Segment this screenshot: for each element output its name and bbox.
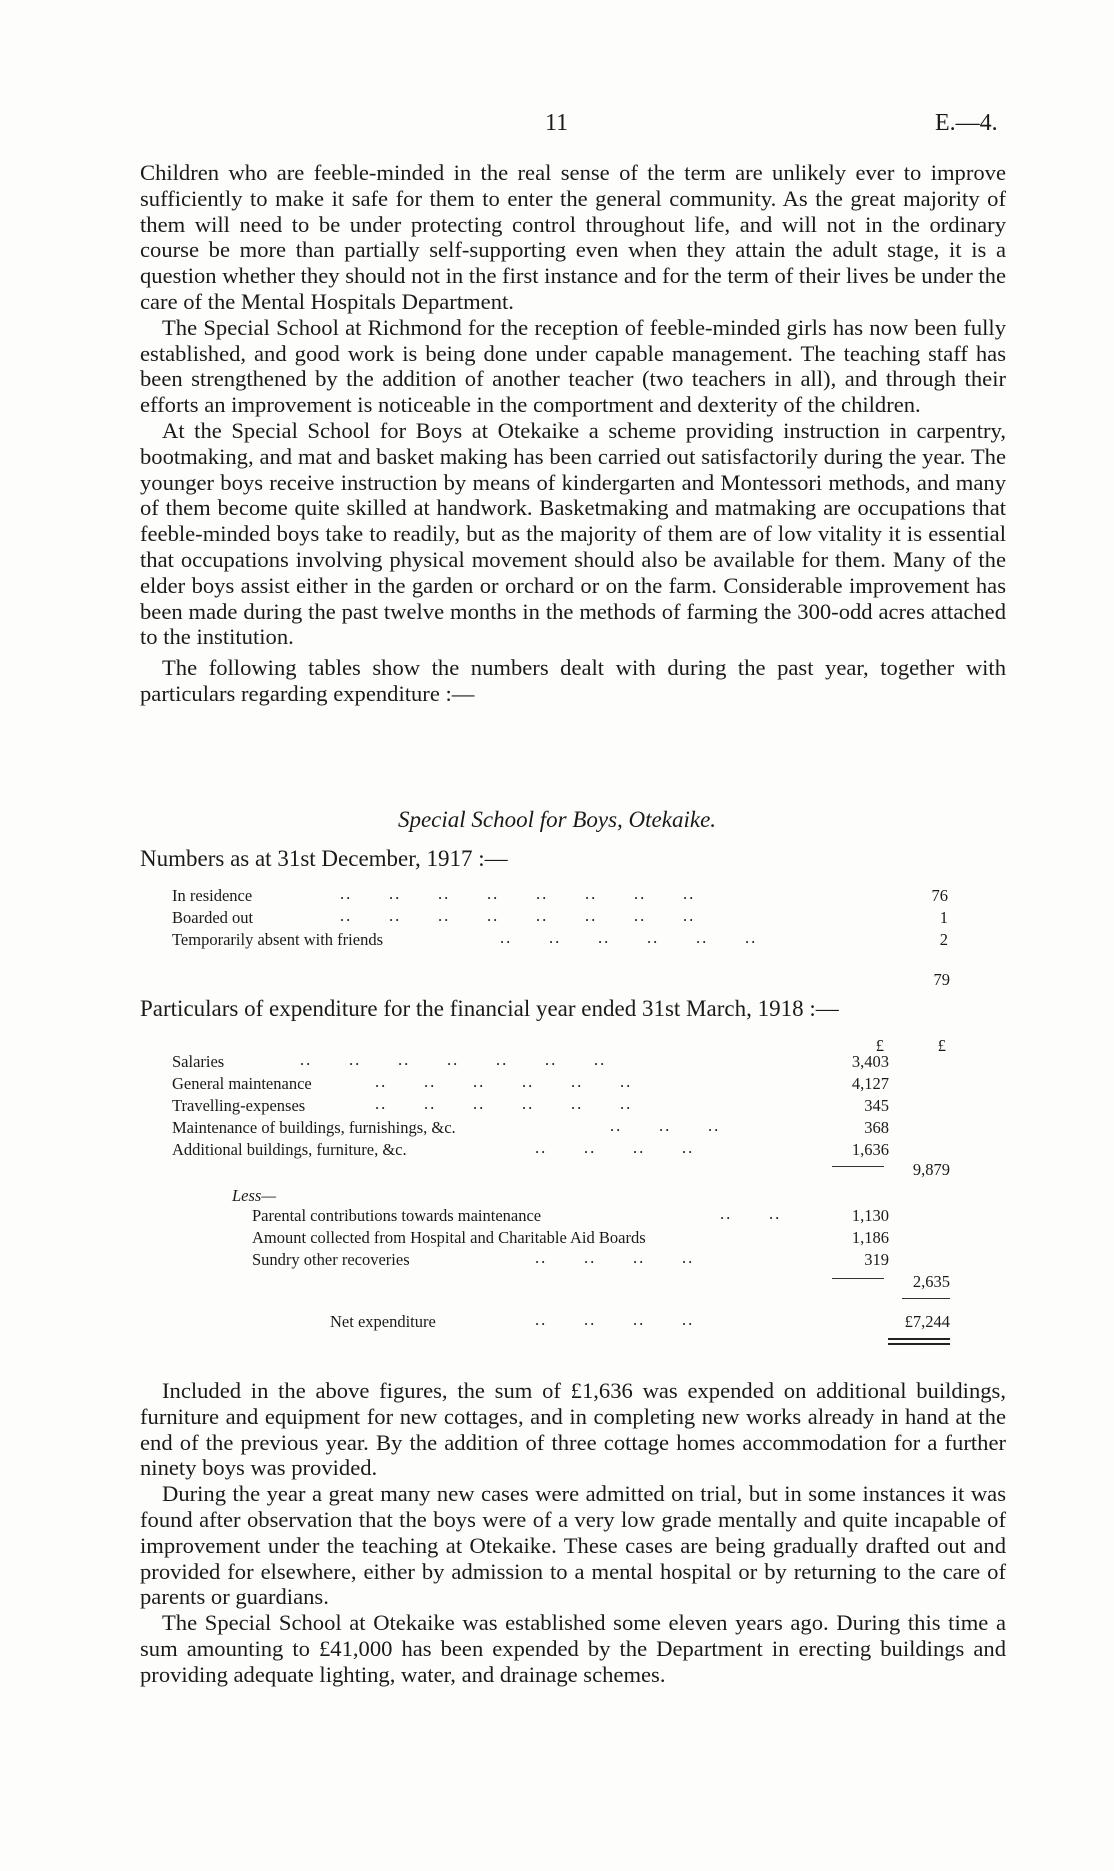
- expenditure-row-value: 368: [864, 1118, 889, 1137]
- leader-dots: .. .. ..: [610, 1116, 721, 1135]
- paragraph: The Special School at Otekaike was established some eleven years ago. During this time a sum amounting to £41,000 has been expended by the Department in erecting buildings and providing adequate lighting, water, and drainage schemes.: [140, 1610, 1006, 1687]
- leader-dots: .. .. .. .. .. .. .. ..: [340, 884, 696, 903]
- document-reference: E.—4.: [935, 110, 998, 136]
- numbers-row-value: 2: [939, 930, 948, 949]
- expenditure-row-label: Travelling-expenses: [172, 1096, 306, 1115]
- column-heading-pounds: £: [875, 1036, 884, 1055]
- numbers-row-label: In residence: [172, 886, 253, 905]
- expenditure-row-label: Maintenance of buildings, furnishings, &c.: [172, 1118, 456, 1137]
- numbers-total: 79: [933, 970, 950, 989]
- less-row-value: 319: [864, 1250, 889, 1269]
- paragraph: During the year a great many new cases were admitted on trial, but in some instances it was found after observation that the boys were of a very low grade mentally and quite incapable of improvement under the teaching at Otekaike. These cases are being gradually drafted out and provided for elsewhere, either by admission to a mental hospital or by returning to the care of parents or guardians.: [140, 1481, 1006, 1610]
- paragraph: The following tables show the numbers dealt with during the past year, together with particulars regarding expenditure :—: [140, 655, 1006, 706]
- less-row-value: 1,186: [851, 1228, 889, 1247]
- paragraph: Children who are feeble-minded in the real sense of the term are unlikely ever to improve sufficiently to make it safe for them to enter the general community. As the great majority of them will need to be under protecting control throughout life, and will not in the ordinary course be more than partially self-supporting even when they attain the adult stage, it is a question whether they should not in the first instance and for the term of their lives be under the care of the Mental Hospitals Department.: [140, 160, 1006, 314]
- leader-dots: .. .. .. ..: [535, 1138, 695, 1157]
- leader-dots: .. .. .. .. .. ..: [375, 1094, 633, 1113]
- paragraph: Included in the above figures, the sum of £1,636 was expended on additional buildings, furniture and equipment for new cottages, and in completing new works already in hand at the end of the previous year. By the addition of three cottage homes accommodation for a further ninety boys was provided.: [140, 1378, 1006, 1481]
- leader-dots: .. .. .. .. .. ..: [500, 928, 758, 947]
- body-text-bottom: [140, 1378, 1006, 1688]
- numbers-row-label: Boarded out: [172, 908, 254, 927]
- double-rule-top: [888, 1338, 950, 1340]
- expenditure-row-value: 345: [864, 1096, 889, 1115]
- net-label: Net expenditure: [330, 1312, 436, 1331]
- page-number: 11: [545, 110, 569, 136]
- less-label: Less—: [232, 1186, 277, 1205]
- subtotal-rule: [832, 1166, 884, 1167]
- expenditure-row-value: 4,127: [851, 1074, 889, 1093]
- leader-dots: .. .. .. ..: [535, 1248, 695, 1267]
- paragraph: At the Special School for Boys at Otekaike a scheme providing instruction in carpentry, bootmaking, and mat and basket making has been carried out satisfactorily during the year. The younger boys receive instruction by means of kindergarten and Montessori methods, and many of them become quite skilled at handwork. Basketmaking and matmaking are occupations that feeble-minded boys take to readily, but as the majority of them are of low vitality it is essential that occupations involving physical movement should also be available for them. Many of the elder boys assist either in the garden or orchard or on the farm. Considerable improvement has been made during the past twelve months in the methods of farming the 300-odd acres attached to the institution.: [140, 417, 1006, 650]
- expenditure-row-value: 3,403: [851, 1052, 889, 1071]
- less-total-rule: [832, 1278, 884, 1279]
- expenditure-row-label: Additional buildings, furniture, &c.: [172, 1140, 407, 1159]
- numbers-row-label: Temporarily absent with friends: [172, 930, 383, 949]
- leader-dots: .. .. .. ..: [535, 1310, 695, 1329]
- leader-dots: .. .. .. .. .. .. ..: [300, 1050, 607, 1069]
- less-row-label: Sundry other recoveries: [252, 1250, 410, 1269]
- expenditure-row-label: General maintenance: [172, 1074, 312, 1093]
- numbers-row-value: 76: [931, 886, 948, 905]
- leader-dots: .. .. .. .. .. ..: [375, 1072, 633, 1091]
- expenditure-heading: Particulars of expenditure for the financial year ended 31st March, 1918 :—: [140, 996, 839, 1021]
- body-text-top: [140, 160, 1006, 707]
- less-row-value: 1,130: [851, 1206, 889, 1225]
- numbers-row-value: 1: [939, 908, 948, 927]
- expenditure-subtotal: 9,879: [912, 1160, 950, 1179]
- less-row-label: Amount collected from Hospital and Charitable Aid Boards: [252, 1228, 646, 1247]
- column-heading-pounds: £: [937, 1036, 946, 1055]
- leader-dots: .. .. .. .. .. .. .. ..: [340, 906, 696, 925]
- net-value: £7,244: [904, 1312, 950, 1331]
- expenditure-row-label: Salaries: [172, 1052, 225, 1071]
- leader-dots: .. ..: [720, 1204, 782, 1223]
- table-title: Special School for Boys, Otekaike.: [397, 807, 717, 832]
- net-rule: [902, 1298, 950, 1299]
- expenditure-row-value: 1,636: [851, 1140, 889, 1159]
- paragraph: The Special School at Richmond for the reception of feeble-minded girls has now been fully established, and good work is being done under capable management. The teaching staff has been strengthened by the addition of another teacher (two teachers in all), and through their efforts an improvement is noticeable in the comportment and dexterity of the children.: [140, 314, 1006, 418]
- double-rule-bottom: [888, 1343, 950, 1345]
- less-total: 2,635: [912, 1272, 950, 1291]
- less-row-label: Parental contributions towards maintenance: [252, 1206, 542, 1225]
- numbers-heading: Numbers as at 31st December, 1917 :—: [140, 846, 508, 871]
